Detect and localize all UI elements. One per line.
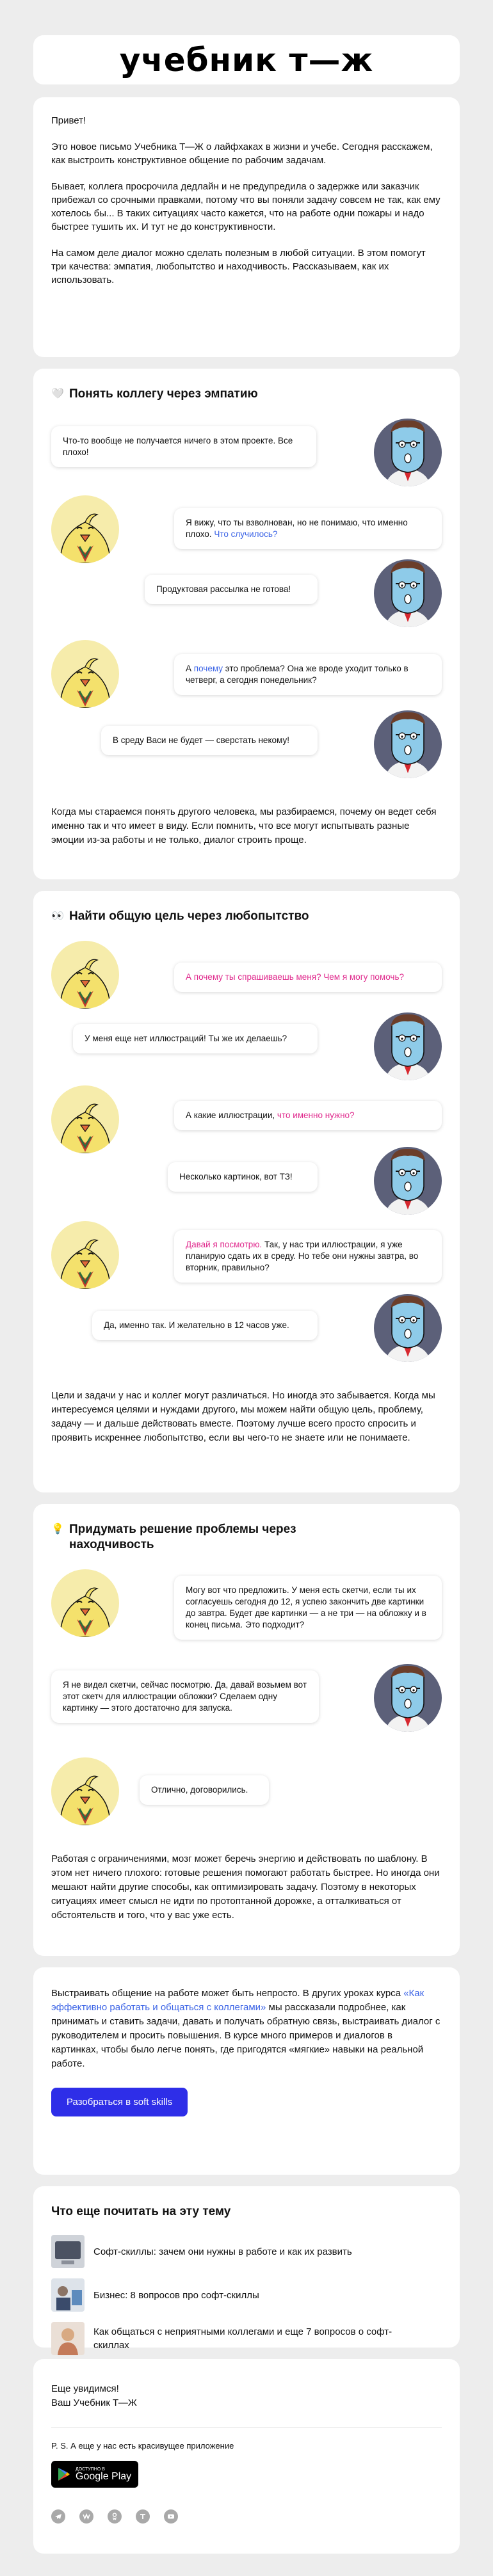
message-text: это проблема? Она же вроде уходит только в четверг, а сегодня понедельник? xyxy=(186,664,408,685)
course-promo-card xyxy=(33,1967,460,2175)
related-reading-title: Что еще почитать на эту тему xyxy=(51,2205,231,2218)
store-badge-small: ДОСТУПНО В xyxy=(76,2467,105,2472)
message-bubble xyxy=(101,726,318,755)
message-text: А какие иллюстрации, xyxy=(186,1110,275,1120)
related-article-link[interactable] xyxy=(51,2235,442,2268)
section-empathy xyxy=(33,369,460,879)
colleague-avatar xyxy=(374,559,442,627)
promo-text xyxy=(51,1987,442,2071)
message-highlight: почему xyxy=(193,664,223,673)
intro-greeting: Привет! xyxy=(51,115,86,126)
message-bubble xyxy=(140,1775,269,1805)
bird-avatar xyxy=(51,1085,119,1153)
message-text: Продуктовая рассылка не готова! xyxy=(156,584,291,594)
bird-avatar xyxy=(51,640,119,708)
message-text: Могу вот что предложить. У меня есть скетчи, если ты их согласуешь сегодня до 12, я успею закончить две картинки до завтра. Будет две картинки — а не три — на обложку и в конец письма. Это подходит? xyxy=(186,1585,426,1629)
footer-divider xyxy=(51,2427,442,2428)
message-bubble xyxy=(174,508,442,549)
section-curiosity-text: Цели и задачи у нас и коллег могут различаться. Но иногда это забывается. Когда мы интересуемся целями и нуждами другого, мы можем найти общую цель, проблему, задачу — и дальше действовать вместе. Поэтому лучше всего просто спросить и проявить искреннее любопытство, если вы чего-то не знаете или не понимаете. xyxy=(51,1390,435,1443)
related-article-title: Софт-скиллы: зачем они нужны в работе и как их развить xyxy=(93,2246,352,2257)
message-bubble xyxy=(174,1101,442,1130)
section-curiosity-title-row xyxy=(51,909,442,924)
lightbulb-icon: 💡 xyxy=(51,1524,64,1535)
section-ingenuity xyxy=(33,1504,460,1956)
message-text: Я вижу, что ты взволнован, но не понимаю, что именно плохо. xyxy=(186,518,408,539)
footer-signature: Ваш Учебник Т—Ж xyxy=(51,2397,137,2408)
colleague-avatar xyxy=(374,1147,442,1215)
bird-avatar xyxy=(51,941,119,1009)
social-links xyxy=(51,2509,442,2524)
section-ingenuity-title-row xyxy=(51,1522,442,1553)
message-text: У меня еще нет иллюстраций! Ты же их делаешь? xyxy=(85,1034,287,1043)
message-highlight: Давай я посмотрю. xyxy=(186,1240,263,1249)
section-ingenuity-text: Работая с ограничениями, мозг может беречь энергию и действовать по шаблону. В этом нет ничего плохого: готовые решения помогают работать быстрее. Но иногда они мешают найти другие способы, как оптимизировать задачу. Поэтому в некоторых ситуациях имеет смысл не идти по протоптанной дорожке, а отталкиваться от обстоятельств и того, что у вас уже есть. xyxy=(51,1853,440,1921)
bird-avatar xyxy=(51,1221,119,1289)
message-bubble xyxy=(174,963,442,992)
intro-paragraph-1: Это новое письмо Учебника Т—Ж о лайфхаках в жизни и учебе. Сегодня расскажем, как выстроить конструктивное общение по рабочим задачам. xyxy=(51,141,433,166)
bird-avatar xyxy=(51,1569,119,1637)
footer-card xyxy=(33,2359,460,2554)
message-text: Отлично, договорились. xyxy=(151,1785,248,1795)
message-bubble xyxy=(51,426,316,467)
google-play-badge[interactable] xyxy=(51,2461,138,2488)
article-thumbnail xyxy=(51,2322,85,2355)
message-text: В среду Васи не будет — сверстать некому! xyxy=(113,735,289,745)
youtube-icon[interactable] xyxy=(164,2509,178,2524)
message-highlight: А почему ты спрашиваешь меня? Чем я могу помочь? xyxy=(186,972,405,982)
related-article-title: Как общаться с неприятными коллегами и еще 7 вопросов о софт-скиллах xyxy=(93,2326,392,2351)
dialog-empathy xyxy=(51,419,442,790)
promo-text-start: Выстраивать общение на работе может быть непросто. В других уроках курса xyxy=(51,1988,401,1999)
colleague-avatar xyxy=(374,710,442,778)
telegram-icon[interactable] xyxy=(51,2509,65,2524)
message-bubble xyxy=(174,1230,442,1283)
message-bubble xyxy=(51,1670,319,1723)
related-article-link[interactable] xyxy=(51,2322,442,2355)
intro-paragraph-3: На самом деле диалог можно сделать полезным в любой ситуации. В этом помогут три качества: эмпатия, любопытство и находчивость. Рассказываем, как их использовать. xyxy=(51,248,426,285)
article-thumbnail xyxy=(51,2278,85,2312)
footer-ps: P. S. А еще у нас есть красивущее приложение xyxy=(51,2441,234,2451)
tj-icon[interactable] xyxy=(136,2509,150,2524)
message-highlight: что именно нужно? xyxy=(277,1110,355,1120)
message-text: Так, у нас три иллюстрации, я уже планирую сдать их в среду. Но тебе они нужны завтра, во вторник, правильно? xyxy=(186,1240,419,1272)
vk-icon[interactable] xyxy=(79,2509,93,2524)
footer-goodbye: Еще увидимся! xyxy=(51,2383,119,2394)
related-article-title: Бизнес: 8 вопросов про софт-скиллы xyxy=(93,2289,259,2301)
related-reading-card xyxy=(33,2186,460,2351)
header-logo-card xyxy=(33,35,460,84)
message-text: Несколько картинок, вот ТЗ! xyxy=(179,1172,293,1181)
brand-logo: учебник т—ж xyxy=(119,41,374,79)
bird-avatar xyxy=(51,1757,119,1825)
colleague-avatar xyxy=(374,419,442,486)
heart-icon: 🤍 xyxy=(51,388,64,399)
bird-avatar xyxy=(51,495,119,563)
store-badge-big: Google Play xyxy=(76,2470,132,2482)
section-ingenuity-title: Придумать решение проблемы через находчивость xyxy=(69,1523,296,1551)
section-curiosity xyxy=(33,891,460,1492)
message-text: Я не видел скетчи, сейчас посмотрю. Да, давай возьмем вот этот скетч для иллюстрации обложки? Сделаем одну картинку — этого достаточно для запуска. xyxy=(63,1680,307,1713)
course-link[interactable]: «Как эффективно работать и общаться с коллегами» xyxy=(51,1988,424,2013)
related-article-link[interactable] xyxy=(51,2278,442,2312)
google-play-icon xyxy=(58,2467,70,2481)
message-bubble xyxy=(168,1162,318,1192)
section-curiosity-title: Найти общую цель через любопытство xyxy=(69,909,309,923)
dialog-curiosity xyxy=(51,941,442,1376)
message-highlight: Что случилось? xyxy=(214,529,278,539)
soft-skills-button[interactable]: Разобраться в soft skills xyxy=(51,2088,188,2116)
message-bubble xyxy=(92,1311,318,1340)
intro-paragraph-2: Бывает, коллега просрочила дедлайн и не предупредила о задержке или заказчик прибежал со срочными правками, потому что вы поняли задачу совсем не так, как ему хотелось бы... В таких ситуациях часто кажется, что на работе одни пожары и надо быстрее тушить их. И тут не до конструктивности. xyxy=(51,181,440,232)
odnoklassniki-icon[interactable] xyxy=(108,2509,122,2524)
section-empathy-text: Когда мы стараемся понять другого человека, мы разбираемся, почему он ведет себя именно так и что имеет в виду. Если помнить, что все могут испытывать разные эмоции из-за работы и не только, диалог строить проще. xyxy=(51,806,437,845)
colleague-avatar xyxy=(374,1012,442,1080)
dialog-ingenuity xyxy=(51,1569,442,1838)
eyes-icon: 👀 xyxy=(51,911,64,922)
colleague-avatar xyxy=(374,1664,442,1732)
message-bubble xyxy=(174,654,442,695)
message-bubble xyxy=(73,1024,318,1053)
message-bubble xyxy=(145,575,318,604)
message-bubble xyxy=(174,1576,442,1640)
section-empathy-title-row xyxy=(51,387,442,402)
message-text: А xyxy=(186,664,192,673)
section-empathy-title: Понять коллегу через эмпатию xyxy=(69,387,258,401)
promo-text-end: мы рассказали подробнее, как принимать и ставить задачи, давать и получать обратную связь, выстраивать диалог с руководителем и просить повышения. В курсе много примеров и диалогов в картинках, чтобы было легче понять, где пригодятся «мягкие» навыки на реальной работе. xyxy=(51,2002,440,2069)
article-thumbnail xyxy=(51,2235,85,2268)
message-text: Да, именно так. И желательно в 12 часов уже. xyxy=(104,1320,289,1330)
colleague-avatar xyxy=(374,1294,442,1362)
intro-card xyxy=(33,97,460,357)
message-text: Что-то вообще не получается ничего в этом проекте. Все плохо! xyxy=(63,436,293,457)
